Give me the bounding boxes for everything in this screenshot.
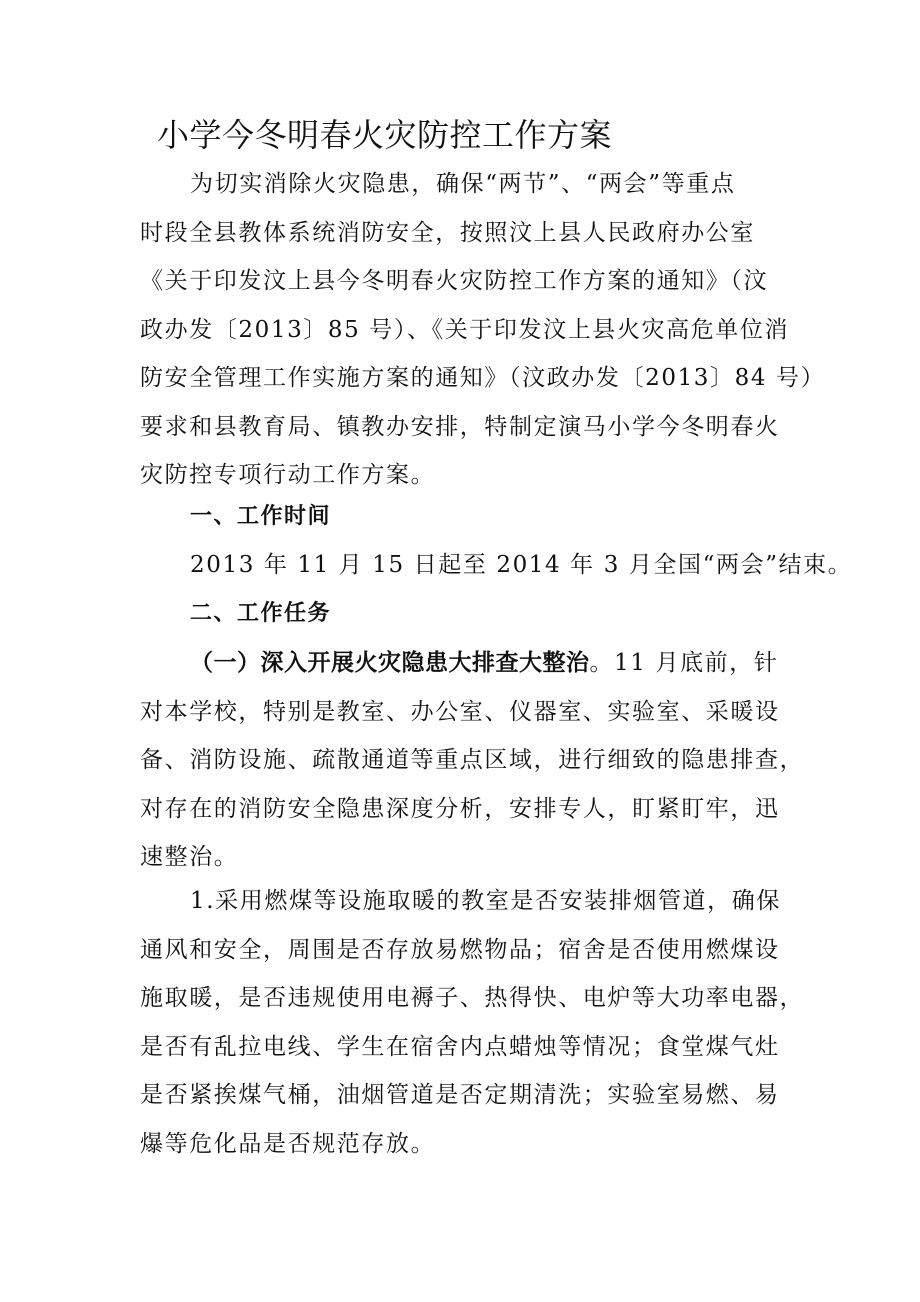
task1-line: 对存在的消防安全隐患深度分析，安排专人，盯紧盯牢，迅: [140, 795, 780, 822]
item1-line: 是否有乱拉电线、学生在宿舍内点蜡烛等情况；食堂煤气灶: [140, 1033, 780, 1060]
task1-line: 对本学校，特别是教室、办公室、仪器室、实验室、采暖设: [140, 698, 780, 725]
task1-lead: （一）深入开展火灾隐患大排查大整治: [190, 650, 590, 676]
intro-line: 灾防控专项行动工作方案。: [140, 462, 436, 488]
item1-line: 1.采用燃煤等设施取暖的教室是否安装排烟管道，确保: [190, 888, 781, 914]
work-time-paragraph: [140, 541, 853, 590]
task1-line: 速整治。: [140, 844, 239, 870]
task1-line: 。11 月底前，针: [589, 650, 779, 676]
task1-first-line: [140, 639, 790, 688]
item1-line: 是否紧挨煤气桶，油烟管道是否定期清洗；实验室易燃、易: [140, 1082, 780, 1108]
task1-line: 备、消防设施、疏散通道等重点区域，进行细致的隐患排查，: [140, 747, 805, 773]
section-heading-work-time: 一、工作时间: [190, 504, 332, 529]
work-time-text: 2013 年 11 月 15 日起至 2014 年 3 月全国“两会”结束。: [190, 552, 853, 578]
intro-line: 要求和县教育局、镇教办安排，特制定演马小学今冬明春火: [140, 413, 780, 440]
task1-paragraph: [140, 639, 805, 882]
item1-line: 爆等危化品是否规范存放。: [140, 1130, 436, 1157]
intro-line: 防安全管理工作实施方案的通知》（汶政办发〔2013〕84 号）: [140, 365, 826, 391]
intro-line: 政办发〔2013〕85 号）、《关于印发汶上县火灾高危单位消: [140, 316, 790, 343]
section-heading-work-tasks: 二、工作任务: [190, 601, 332, 626]
intro-line: 为切实消除火灾隐患，确保“两节”、“两会”等重点: [190, 171, 736, 197]
intro-line: 《关于印发汶上县今冬明春火灾防控工作方案的通知》（汶: [140, 268, 769, 294]
intro-line: 时段全县教体系统消防安全，按照汶上县人民政府办公室: [140, 219, 755, 246]
item1-line: 施取暖，是否违规使用电褥子、热得快、电炉等大功率电器，: [140, 985, 805, 1011]
intro-paragraph: [140, 160, 826, 500]
document-title: 小学今冬明春火灾防控工作方案: [157, 116, 613, 154]
item1-paragraph: [140, 877, 805, 1168]
item1-line: 通风和安全，周围是否存放易燃物品；宿舍是否使用燃煤设: [140, 936, 780, 963]
